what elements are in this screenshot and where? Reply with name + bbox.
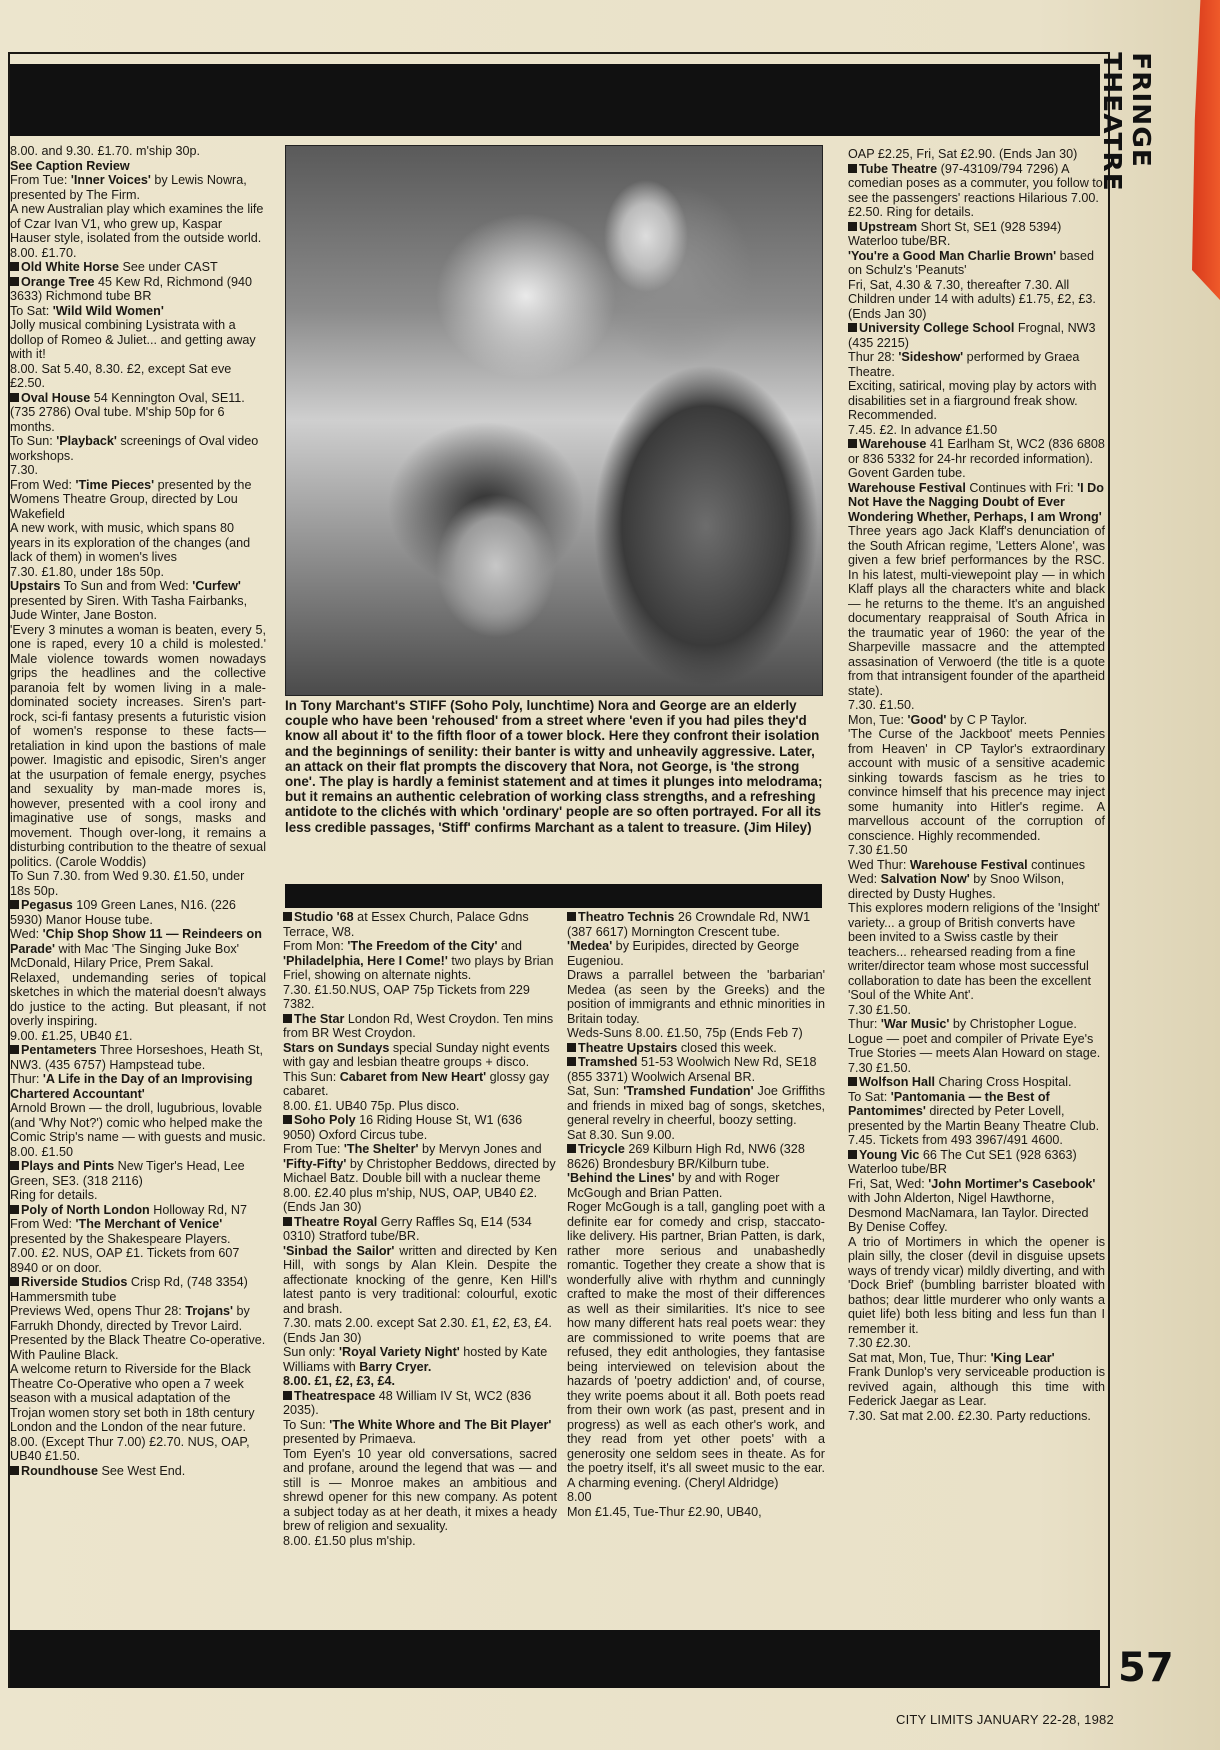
play-title: Salvation Now' (880, 872, 970, 886)
venue-name: Tube Theatre (859, 161, 938, 176)
bullet-square (848, 323, 857, 332)
listing-text: 16 Riding House St, W1 (636 9050) Oxford Circus tube. (283, 1113, 523, 1142)
play-title: 'Curfew' (192, 579, 241, 593)
venue-name: Young Vic (859, 1147, 920, 1162)
review-text: Frank Dunlop's very serviceable production is revived again, although this time with Federick Jaegar as Lear. (848, 1365, 1105, 1408)
play-title: 'Playback' (56, 434, 117, 448)
review-text: Joe Griffiths and friends in mixed bag of songs, sketches, general revelry in cheerful, boozy setting. (567, 1084, 825, 1127)
listing-text: From Mon: (283, 939, 348, 953)
bullet-square (10, 1466, 19, 1475)
listing-text: 26 Crowndale Rd, NW1 (387 6617) Mornington Crescent tube. (567, 910, 811, 939)
venue-name: Wolfson Hall (859, 1075, 936, 1089)
listing-text: 7.30. mats 2.00. except Sat 2.30. £1, £2, £3, £4. (Ends Jan 30) (283, 1316, 552, 1345)
play-title: 'You're a Good Man Charlie Brown' (848, 248, 1057, 263)
venue-name: Tramshed (578, 1055, 638, 1069)
listing-text: This Sun: (283, 1069, 340, 1084)
venue-name: Warehouse (859, 437, 927, 451)
play-title: 'The Shelter' (343, 1142, 419, 1156)
play-title: 'Chip Shop Show 11 — Reindeers on Parade' (10, 927, 262, 956)
play-title: 'The Merchant of Venice' (75, 1217, 223, 1231)
listing-text: Weds-Suns 8.00. £1.50, 75p (Ends Feb 7) (567, 1026, 803, 1040)
listing-text: Sun only: (283, 1345, 340, 1359)
listing-text: 41 Earlham St, WC2 (836 6808 or 836 5332 for 24-hr recorded information). Govent Garden tube. (848, 437, 1105, 480)
play-title: 'Royal Variety Night' (339, 1345, 460, 1359)
listing-text: 8.00. £1.50 (10, 1144, 74, 1159)
listing-text: 51-53 Woolwich New Rd, SE18 (855 3371) Woolwich Arsenal BR. (567, 1055, 817, 1084)
listing-text: 7.30. Sat mat 2.00. £2.30. Party reductions. (848, 1408, 1091, 1423)
venue-name: Studio '68 (294, 910, 354, 924)
review-text: written and directed by Ken Hill, with songs by Alan Klein. Despite the affectionate knocking of the genre, Ken Hill's latest panto is very traditional: colourful, exotic and brash. (283, 1243, 557, 1316)
listing-text: 7.30 £1.50 (848, 843, 908, 857)
listing-text: Crisp Rd, (748 3354) Hammersmith tube (10, 1275, 248, 1304)
listing-text: 54 Kennington Oval, SE11. (735 2786) Oval tube. M'ship 50p for 6 months. (10, 390, 245, 434)
listing-text: hosted by Kate Williams with (283, 1345, 548, 1374)
venue-name: Riverside Studios (21, 1275, 128, 1289)
play-title: 'Philadelphia, Here I Come!' (283, 953, 448, 968)
listing-text: Fri, Sat, Wed: (848, 1176, 929, 1191)
listing-text: based on Schulz's 'Peanuts' (848, 248, 1094, 277)
listing-text: presented by Primaeva. (283, 1432, 417, 1446)
listing-text: New Tiger's Head, Lee Green, SE3. (318 2116) (10, 1159, 245, 1188)
listing-text: and (497, 939, 523, 953)
listing-text: Wed: (848, 872, 881, 886)
listing-text: 8.00 (567, 1490, 592, 1504)
listing-text: Thur: (10, 1072, 43, 1086)
bullet-square (10, 393, 19, 402)
review-text: 'Every 3 minutes a woman is beaten, every 5, one is raped, every 10 a child is molested.' Male violence towards women nowadays grips the headlines and the collective paranoia felt by women living in a male-dominated society increases. Siren's part-rock, sci-fi fantasy presents a futuristic vision of women's response to these facts—retaliation in kind upon the bastions of male power. Imagistic and episodic, Siren's anger at the usurpation of female energy, psyches and sexuality by man-made mores is, however, presented with a cool irony and imaginative use of songs, masks and movement. Though over-long, it remains a disturbing contribution to the theatre of sexual politics. (Carole Woddis) (10, 622, 266, 869)
venue-name: Theatre Upstairs (578, 1040, 678, 1055)
listing-text: at Essex Church, Palace Gdns Terrace, W8. (283, 910, 529, 939)
performer-name: Barry Cryer. (359, 1359, 432, 1374)
listing-text: directed by Peter Lovell, presented by the Martin Beany Theatre Club. (848, 1104, 1100, 1133)
review-text: A trio of Mortimers in which the opener is plain silly, the closer (devil in disguise upsets ways of trendy vicar) mildly diverting, and with 'Dock Brief' (bumbling barrister bloated with bathos; dear little murderer who only wants a quiet life) both less biting and less fun than I remember it. (848, 1234, 1105, 1336)
listing-text: by C P Taylor. (946, 712, 1028, 727)
review-text: Roger McGough is a tall, gangling poet with a definite ear for comedy and crisp, staccato-like delivery. His partner, Brian Patten, is dark, rather more serious and unabashedly romantic. Together they create a show that is wonderfully alive with rhythm and cunningly crafted to make the most of their differences as well as their similarities. It's nice to see how many different hats real poets wear: they are commissioned to write poems that are refused, they edit anthologies, they fantasise being interviewed on television about the hazards of 'poetry addiction' and, of course, they write poems about it all. Both poets read from their own work (as past, present and in progress) as well as each other's work, and they read from yet other poets' with a generosity one seldom sees in theate. As for the poetry itself, it's all sweet music to the ear. A charming evening. (Cheryl Aldridge) (567, 1200, 825, 1490)
listing-text: 66 The Cut SE1 (928 6363) Waterloo tube/BR (848, 1147, 1077, 1176)
review-text: Logue — poet and compiler of Private Eye's True Stories — meets Alan Howard on stage. (848, 1031, 1101, 1060)
listing-text: Gerry Raffles Sq, E14 (534 0310) Stratford tube/BR. (283, 1214, 532, 1243)
listing-text: 48 William IV St, WC2 (836 2035). (283, 1388, 532, 1417)
play-title: 'Sinbad the Sailor' (283, 1243, 395, 1258)
venue-name: Pegasus (21, 898, 73, 912)
review-text: Draws a parrallel between the 'barbarian' Medea (as seen by the Greeks) and the position of immigrants and ethnic minorities in Britain today. (567, 968, 825, 1026)
photo-caption: In Tony Marchant's STIFF (Soho Poly, lunchtime) Nora and George are an elderly couple who have been 'rehoused' from a street where 'even if you had piles they'd know all about it' to the fifth floor of a tower block. Here they confront their isolation and the beginnings of senility: their banter is witty and unheavily aggressive. Later, an attack on their flat prompts the discovery that Nora, not George, is 'the strong one'. The play is hardly a feminist statement and at times it plunges into melodrama; but it remains an authentic celebration of working class strengths, and a refreshing antidote to the clichés with which 'ordinary' people are so often portrayed. For all its less credible passages, 'Stiff' confirms Marchant as a talent to treasure. (Jim Hiley) (285, 698, 823, 835)
listing-text: Fri, Sat, 4.30 & 7.30, thereafter 7.30. All Children under 14 with adults) £1.75, £2, £3. (Ends Jan 30) (848, 277, 1096, 321)
listings-column-2 (283, 910, 557, 1628)
review-text: Tom Eyen's 10 year old conversations, sacred and profane, around the legend that was — and still is — Monroe makes an ambitious and shrewd opener for this new company. As potent a subject today as at her death, it mixes a heady brew of religion and sexuality. (283, 1446, 557, 1533)
listing-text: 7.30 £1.50. (848, 1002, 912, 1017)
venue-name: Upstairs (10, 579, 61, 593)
listing-text: From Wed: (10, 477, 76, 492)
venue-name: Theatrespace (294, 1388, 376, 1403)
listing-text: performed by Graea Theatre. (848, 350, 1080, 379)
listings-column-1 (10, 144, 266, 1630)
listing-text: 8.00. (Except Thur 7.00) £2.70. NUS, OAP, UB40 £1.50. (10, 1434, 250, 1463)
listing-text: presented by Siren. With Tasha Fairbanks, Jude Winter, Jane Boston. (10, 593, 248, 622)
listing-text: 7.30. (10, 463, 39, 477)
play-title: 'I Do Not Have the Nagging Doubt of Ever Wondering Whether, Perhaps, I am Wrong' (848, 480, 1104, 524)
venue-name: Poly of North London (21, 1202, 150, 1217)
listing-text: OAP £2.25, Fri, Sat £2.90. (Ends Jan 30) (848, 147, 1078, 161)
page-number: 57 (1118, 1645, 1174, 1691)
bullet-square (283, 1391, 292, 1400)
listing-text: (97-43109/794 7296) A comedian poses as a commuter, you follow to see the passengers' reactions Hilarious 7.00. £2.50. Ring for details. (848, 161, 1103, 219)
venue-name: Plays and Pints (21, 1159, 115, 1173)
play-title: 'Time Pieces' (75, 477, 155, 492)
review-text: A new Australian play which examines the life of Czar Ivan V1, who grew up, Kaspar Hauser style, isolated from the outside world. (10, 202, 264, 245)
review-text: Arnold Brown — the droll, lugubrious, lovable (and 'Why Not?') comic who helped make the Comic Strip's name — with guests and music. (10, 1101, 266, 1144)
listing-text: London Rd, West Croydon. Ten mins from BR West Croydon. (283, 1011, 554, 1040)
listing-text: Sat 8.30. Sun 9.00. (567, 1127, 675, 1142)
bullet-square (283, 912, 292, 921)
listing-text: glossy gay cabaret. (283, 1069, 550, 1098)
listing-text: To Sat: (10, 303, 53, 318)
bullet-square (10, 1161, 19, 1170)
venue-name: Roundhouse (21, 1463, 98, 1478)
listing-text: by Christopher Beddows, directed by Michael Batz. Double bill with a nuclear theme (283, 1156, 556, 1185)
listing-text: 109 Green Lanes, N16. (226 5930) Manor House tube. (10, 898, 236, 927)
listing-text: Charing Cross Hospital. (935, 1075, 1072, 1089)
bullet-square (567, 1043, 576, 1052)
venue-name: University College School (859, 321, 1015, 335)
listing-text: presented by the Shakespeare Players. (10, 1231, 231, 1246)
venue-name: Orange Tree (21, 274, 95, 289)
venue-name: Old White Horse (21, 260, 119, 274)
play-title: 'War Music' (880, 1017, 950, 1031)
listing-text: 8.00. £2.40 plus m'ship, NUS, OAP, UB40 £2. (283, 1185, 538, 1200)
bullet-square (283, 1217, 292, 1226)
bullet-square (10, 900, 19, 909)
listing-text: 8.00. and 9.30. £1.70. m'ship 30p. (10, 144, 201, 158)
listings-column-4 (848, 147, 1105, 1627)
listing-text: (Ends Jan 30) (283, 1200, 362, 1214)
review-text: Jolly musical combining Lysistrata with a dollop of Romeo & Juliet... and getting away with it! (10, 318, 256, 361)
bullet-square (283, 1014, 292, 1023)
play-title: 'Inner Voices' (70, 173, 151, 187)
bullet-square (848, 1077, 857, 1086)
review-text: Relaxed, undemanding series of topical sketches in which the material doesn't always do justice to the acting. But pleasant, if not overly inspiring. (10, 970, 266, 1028)
listing-text: by Snoo Wilson, directed by Dusty Hughes. (848, 872, 1065, 901)
bullet-square (848, 1150, 857, 1159)
bullet-square (10, 1277, 19, 1286)
listing-text: From Tue: (10, 173, 71, 187)
listing-text: 7.45. Tickets from 493 3967/491 4600. (848, 1133, 1063, 1147)
listing-text: 7.30 £1.50. (848, 1060, 912, 1075)
listing-text: To Sat: (848, 1089, 891, 1104)
festival-name: Warehouse Festival (909, 857, 1028, 872)
play-title: 'King Lear' (990, 1350, 1055, 1365)
review-text: 'The Curse of the Jackboot' meets Pennies from Heaven' in CP Taylor's extraordinary account with music of a sensitive academic sinking towards fascism as he tries to convince himself that his precence may inject some humanity into Hitler's regime. A marvellous account of the corruption of conscience. Highly recommended. (848, 727, 1105, 843)
listing-text: screenings of Oval video workshops. (10, 434, 259, 463)
review-text: Exciting, satirical, moving play by actors with disabilities set in a fiarground freak show. Recommended. (848, 379, 1097, 422)
listing-text: From Tue: (283, 1142, 344, 1156)
listing-text: Mon £1.45, Tue-Thur £2.90, UB40, (567, 1504, 762, 1519)
listing-text: two plays by Brian Friel, showing on alternate nights. (283, 953, 554, 982)
listing-text: Wed Thur: (848, 857, 910, 872)
bullet-square (567, 912, 576, 921)
review-text: A new work, with music, which spans 80 years in its exploration of the changes (and lack of them) in women's lives (10, 521, 251, 564)
bullet-square (10, 262, 19, 271)
review-text: A welcome return to Riverside for the Black Theatre Co-Operative who open a 7 week season with a musical adaptation of the Trojan women story set both in 18th century London and the London of the near future. (10, 1362, 255, 1434)
play-title: Stars on Sundays (283, 1040, 390, 1055)
bullet-square (10, 277, 19, 286)
listing-text: See West End. (97, 1463, 186, 1478)
play-title: 'A Life in the Day of an Improvising Chartered Accountant' (10, 1072, 253, 1101)
listing-text: closed this week. (677, 1040, 777, 1055)
listing-text: Short St, SE1 (928 5394) Waterloo tube/BR. (848, 219, 1062, 248)
listing-text: by Lewis Nowra, presented by The Firm. (10, 173, 247, 202)
venue-name: Oval House (21, 390, 91, 405)
venue-name: Soho Poly (294, 1113, 356, 1127)
listing-text: To Sun: (10, 434, 57, 448)
listing-text: 7.30 £2.30. (848, 1336, 912, 1350)
listing-text: Ring for details. (10, 1188, 98, 1202)
bullet-square (848, 164, 857, 173)
listing-text: Continues with Fri: (965, 480, 1078, 495)
play-title: 'Pantomania — the Best of Pantomimes' (848, 1089, 1050, 1118)
top-black-bar (10, 64, 1100, 136)
listing-text: 8.00. £1. UB40 75p. Plus disco. (283, 1098, 460, 1113)
listing-text: Thur: (848, 1017, 881, 1031)
listing-text: 8.00. £1.50 plus m'ship. (283, 1533, 416, 1548)
listing-text: 7.30. £1.80, under 18s 50p. (10, 564, 165, 579)
venue-name: Theatre Royal (294, 1214, 378, 1229)
listing-text: Wed: (10, 927, 43, 941)
listing-text: by Farrukh Dhondy, directed by Trevor Laird. Presented by the Black Theatre Co-operative. With Pauline Black. (10, 1304, 266, 1362)
bottom-black-bar (10, 1630, 1100, 1688)
play-title: 'Tramshed Fundation' (623, 1084, 754, 1098)
listing-text: 8.00. Sat 5.40, 8.30. £2, except Sat eve £2.50. (10, 361, 232, 390)
listing-text: Three Horseshoes, Heath St, NW3. (435 6757) Hampstead tube. (10, 1043, 263, 1072)
listing-text: 7.45. £2. In advance £1.50 (848, 422, 998, 437)
listing-text: 7.00. £2. NUS, OAP £1. Tickets from 607 8940 or on door. (10, 1246, 240, 1275)
listing-text: 9.00. £1.25, UB40 £1. (10, 1028, 133, 1043)
footer-issue: CITY LIMITS JANUARY 22-28, 1982 (896, 1712, 1114, 1727)
listing-text: by Mervyn Jones and (418, 1142, 542, 1156)
review-text: Three years ago Jack Klaff's denunciation of the South African regime, 'Letters Alone', was given a few brief performances by the RSC. In his latest, multi-viewepoint play — in which Klaff plays all the characters white and black — he returns to the theme. It's an anguished documentary reappraisal of South Africa in the traumatic year of 1960: the year of the Sharpeville massacre and the attempted assasination of Verwoerd (the title is a quote from that intransigent founder of the apartheid state). (848, 524, 1105, 698)
listing-text: with John Alderton, Nigel Hawthorne, Desmond MacNamara, Ian Taylor. Directed By Denise Coffey. (848, 1191, 1089, 1234)
venue-name: Pentameters (21, 1043, 97, 1057)
play-title: 'Behind the Lines' (567, 1171, 675, 1185)
venue-name: Upstream (859, 219, 918, 234)
listing-text: by and with Roger McGough and Brian Patten. (567, 1171, 780, 1200)
listing-text: presented by the Womens Theatre Group, directed by Lou Wakefield (10, 477, 252, 521)
review-text: This explores modern religions of the 'Insight' variety... a group of British converts have been invited to a Swiss castle by their teachers... rehearsed reading from a fine writer/director team whose most successful collaboration to date has been the excellent 'Soul of the White Ant'. (848, 901, 1100, 1002)
bullet-square (10, 1205, 19, 1214)
bullet-square (567, 1144, 576, 1153)
listing-text: To Sun and from Wed: (60, 579, 193, 593)
listing-text: by Euripides, directed by George Eugeniou. (567, 939, 800, 968)
listing-text: Mon, Tue: (848, 712, 908, 727)
production-photo (285, 145, 823, 696)
venue-name: The Star (294, 1011, 345, 1026)
venue-name: Theatro Technis (578, 910, 675, 924)
listing-text: special Sunday night events with gay and lesbian theatre groups + disco. (283, 1040, 550, 1069)
play-title: 'Good' (907, 712, 947, 727)
listing-text: by Christopher Logue. (949, 1017, 1077, 1031)
play-title: 'Medea' (567, 939, 613, 953)
listing-text: with Mac 'The Singing Juke Box' McDonald, Hilary Price, Prem Sakal. (10, 941, 240, 970)
see-caption-link: See Caption Review (10, 158, 130, 173)
listing-text: Sat, Sun: (567, 1084, 624, 1098)
listing-text: Previews Wed, opens Thur 28: (10, 1304, 186, 1318)
middle-black-bar (285, 884, 822, 908)
listing-text: 7.30. £1.50.NUS, OAP 75p Tickets from 229 7382. (283, 982, 530, 1011)
play-title: 'John Mortimer's Casebook' (928, 1176, 1096, 1191)
bullet-square (10, 1045, 19, 1054)
orange-page-tab (1192, 0, 1220, 300)
play-title: 'The Freedom of the City' (347, 939, 498, 953)
listing-text: 8.00. £1.70. (10, 245, 77, 260)
listings-column-3 (567, 910, 825, 1628)
listing-text: 7.30. £1.50. (848, 698, 915, 712)
play-title: 'Wild Wild Women' (52, 303, 164, 318)
listing-text: 269 Kilburn High Rd, NW6 (328 8626) Brondesbury BR/Kilburn tube. (567, 1142, 805, 1171)
venue-name: Tricycle (578, 1142, 625, 1156)
play-title: Trojans' (185, 1304, 234, 1318)
listing-text: Holloway Rd, N7 (149, 1202, 248, 1217)
listing-text: Sat mat, Mon, Tue, Thur: (848, 1350, 991, 1365)
bullet-square (848, 222, 857, 231)
play-title: 'Fifty-Fifty' (283, 1156, 347, 1171)
listing-text: 45 Kew Rd, Richmond (940 3633) Richmond tube BR (10, 274, 253, 303)
bullet-square (567, 1057, 576, 1066)
section-label: FRINGE THEATRE (1098, 52, 1156, 192)
listing-text: See under CAST (118, 260, 218, 274)
price-text: 8.00. £1, £2, £3, £4. (283, 1374, 396, 1388)
listing-text: To Sun: (283, 1417, 330, 1432)
listing-text: To Sun 7.30. from Wed 9.30. £1.50, under 18s 50p. (10, 869, 245, 898)
listing-text: Thur 28: (848, 350, 899, 364)
play-title: 'Sideshow' (898, 350, 964, 364)
listing-text: continues (1027, 857, 1086, 872)
play-title: Cabaret from New Heart' (339, 1069, 487, 1084)
bullet-square (848, 439, 857, 448)
listing-text: Frognal, NW3 (435 2215) (848, 321, 1096, 350)
festival-name: Warehouse Festival (848, 480, 966, 495)
play-title: 'The White Whore and The Bit Player' (329, 1417, 552, 1432)
listing-text: From Wed: (10, 1217, 76, 1231)
bullet-square (283, 1115, 292, 1124)
